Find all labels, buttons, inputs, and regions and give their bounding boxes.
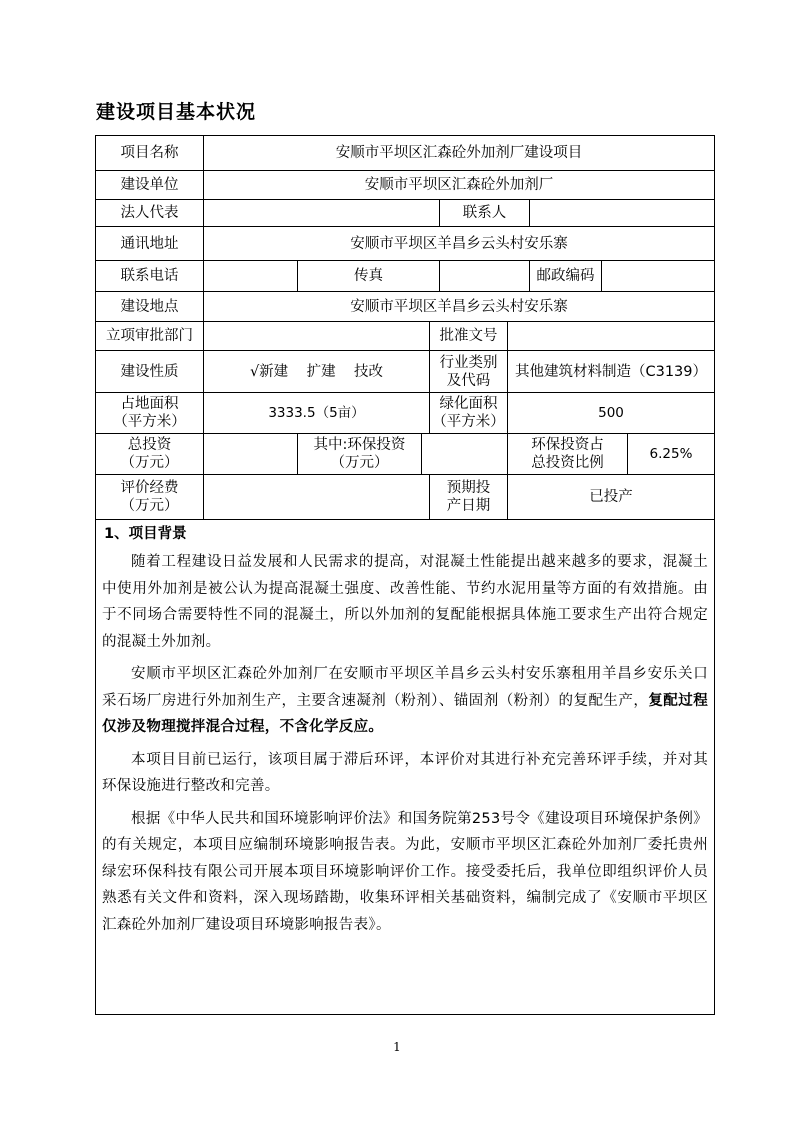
invest-label-line1: 总投资 <box>127 437 172 453</box>
unit-value: 安顺市平坝区汇森砼外加剂厂 <box>204 171 714 200</box>
postcode-label: 邮政编码 <box>530 261 602 292</box>
green-label-line2: （平方米） <box>432 414 505 430</box>
fax-label: 传真 <box>298 261 440 292</box>
production-date-value: 已投产 <box>508 475 714 520</box>
contact-value <box>530 200 714 227</box>
background-paragraph-3: 本项目目前已运行，该项目属于滞后环评，本评价对其进行补充完善环评手续，并对其环保设施进行整改和完善。 <box>102 751 708 794</box>
eval-cost-label <box>96 475 204 520</box>
postcode-value <box>602 261 714 292</box>
background-paragraph-2-bold: 复配过程仅涉及物理搅拌混合过程，不含化学反应。 <box>102 692 708 735</box>
env-ratio-label-line2: 总投资比例 <box>531 455 604 471</box>
section-heading: 1、项目背景 <box>104 526 187 542</box>
industry-label-line1: 行业类别 <box>439 354 498 371</box>
eval-cost-label-line2: （万元） <box>120 498 179 514</box>
area-value: 3333.5（5亩） <box>204 393 430 434</box>
project-info-table <box>95 135 715 1015</box>
green-area-label <box>430 393 508 434</box>
area-label-line1: 占地面积 <box>120 396 179 412</box>
phone-value <box>204 261 298 292</box>
site-label: 建设地点 <box>96 292 204 322</box>
phone-label: 联系电话 <box>96 261 204 292</box>
unit-label: 建设单位 <box>96 171 204 200</box>
production-date-label-line1: 预期投 <box>446 480 491 496</box>
env-invest-label-line2: （万元） <box>330 455 389 471</box>
approval-doc-label: 批准文号 <box>430 322 508 351</box>
eval-cost-value <box>204 475 430 520</box>
fax-value <box>440 261 530 292</box>
invest-value <box>204 434 298 475</box>
env-invest-label-line1: 其中:环保投资 <box>313 437 406 453</box>
background-paragraph-2-text: 安顺市平坝区汇森砼外加剂厂在安顺市平坝区羊昌乡云头村安乐寨租用羊昌乡安乐关口采石场厂房进行外加剂生产，主要含速凝剂（粉剂）、锚固剂（粉剂）的复配生产， <box>102 666 708 709</box>
green-label-line1: 绿化面积 <box>439 396 498 412</box>
invest-label <box>96 434 204 475</box>
area-label <box>96 393 204 434</box>
page-number: 1 <box>393 1040 401 1054</box>
invest-label-line2: （万元） <box>120 455 179 471</box>
project-background-section <box>96 520 714 944</box>
contact-label: 联系人 <box>440 200 530 227</box>
eval-cost-label-line1: 评价经费 <box>120 480 179 496</box>
address-value: 安顺市平坝区羊昌乡云头村安乐寨 <box>204 227 714 261</box>
address-label: 通讯地址 <box>96 227 204 261</box>
env-invest-label <box>298 434 422 475</box>
background-paragraph-2 <box>102 661 708 741</box>
background-paragraph-4: 根据《中华人民共和国环境影响评价法》和国务院第253号令《建设项目环境保护条例》的有关规定，本项目应编制环境影响报告表。为此，安顺市平坝区汇森砼外加剂厂委托贵州绿宏环保科技有限公司开展本项目环境影响评价工作。接受委托后，我单位即组织评价人员熟悉有关文件和资料，深入现场踏勘，收集环评相关基础资料，编制完成了《安顺市平坝区汇森砼外加剂厂建设项目环境影响报告表》。 <box>102 810 708 933</box>
background-paragraph-1: 随着工程建设日益发展和人民需求的提高，对混凝土性能提出越来越多的要求，混凝土中使用外加剂是被公认为提高混凝土强度、改善性能、节约水泥用量等方面的有效措施。由于不同场合需要特性不同的混凝土，所以外加剂的复配能根据具体施工要求生产出符合规定的混凝土外加剂。 <box>102 554 708 650</box>
industry-value: 其他建筑材料制造（C3139） <box>508 351 714 393</box>
project-name-label: 项目名称 <box>96 136 204 171</box>
production-date-label <box>430 475 508 520</box>
env-ratio-label-line1: 环保投资占 <box>531 437 604 453</box>
nature-label: 建设性质 <box>96 351 204 393</box>
area-label-line2: （平方米） <box>113 414 186 430</box>
legal-label: 法人代表 <box>96 200 204 227</box>
env-invest-value <box>422 434 508 475</box>
legal-value <box>204 200 440 227</box>
industry-label-line2: 及代码 <box>446 372 491 389</box>
env-ratio-label <box>508 434 628 475</box>
site-value: 安顺市平坝区羊昌乡云头村安乐寨 <box>204 292 714 322</box>
industry-label <box>430 351 508 393</box>
approval-dept-label: 立项审批部门 <box>96 322 204 351</box>
page-title: 建设项目基本状况 <box>96 101 257 123</box>
project-name-value: 安顺市平坝区汇森砼外加剂厂建设项目 <box>204 136 714 171</box>
approval-dept-value <box>204 322 430 351</box>
green-area-value: 500 <box>508 393 714 434</box>
env-ratio-value: 6.25% <box>628 434 714 475</box>
approval-doc-value <box>508 322 714 351</box>
production-date-label-line2: 产日期 <box>446 498 491 514</box>
nature-value: √新建 扩建 技改 <box>204 351 430 393</box>
